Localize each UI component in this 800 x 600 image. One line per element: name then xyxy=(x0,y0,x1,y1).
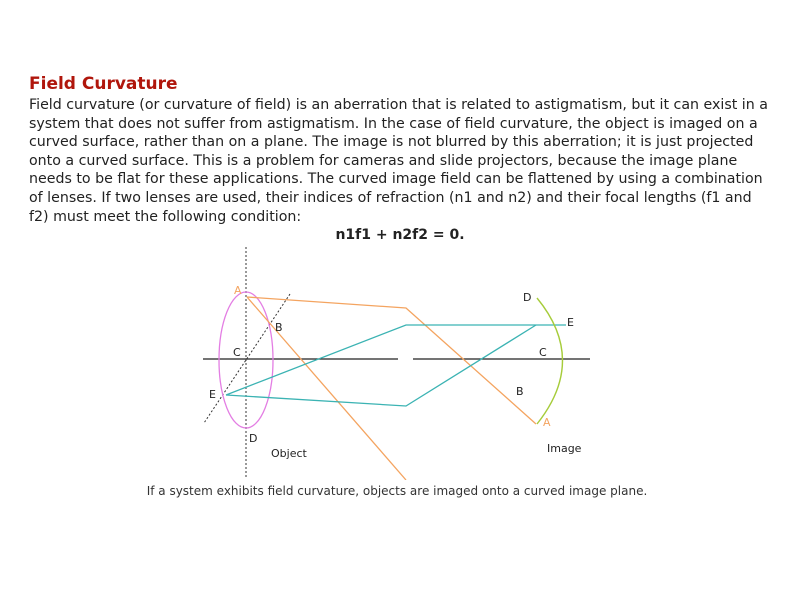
orange-ray-hidden-2 xyxy=(406,424,536,480)
label-object: Object xyxy=(271,447,307,460)
equation: n1f1 + n2f2 = 0. xyxy=(335,227,465,243)
label-image: Image xyxy=(547,442,582,455)
body-paragraph: Field curvature (or curvature of field) is an aberration that is related to astigmatism, but it can exist in a system that does not suffer from astigmatism. In the case of field curvature, the object is imaged on a curved surface, rather than on a plane. The image is not blurred by this aberration; it is just projected onto a curved surface. This is a problem for cameras and slide projectors, because the image plane needs to be flat for these applications. The curved image field can be flattened by using a combination of lenses. If two lenses are used, their indices of refraction (n1 and n2) and their focal lengths (f1 and f2) must meet the following condition: xyxy=(29,97,768,225)
label-object-D: D xyxy=(249,432,258,445)
figure-caption: If a system exhibits field curvature, objects are imaged onto a curved image plane. xyxy=(146,484,648,498)
label-image-B: B xyxy=(516,385,524,398)
image-curve xyxy=(537,298,563,424)
diagram-svg xyxy=(195,245,605,480)
label-object-B: B xyxy=(275,321,283,334)
label-image-C: C xyxy=(539,346,547,359)
label-object-C: C xyxy=(233,346,241,359)
teal-ray-top xyxy=(226,325,566,395)
orange-ray-hidden xyxy=(226,395,536,480)
label-object-E: E xyxy=(209,388,216,401)
label-image-D: D xyxy=(523,291,532,304)
label-object-A: A xyxy=(234,284,242,297)
label-image-A: A xyxy=(543,416,551,429)
field-curvature-diagram xyxy=(195,245,605,480)
section-title: Field Curvature xyxy=(29,74,178,94)
label-image-E: E xyxy=(567,316,574,329)
